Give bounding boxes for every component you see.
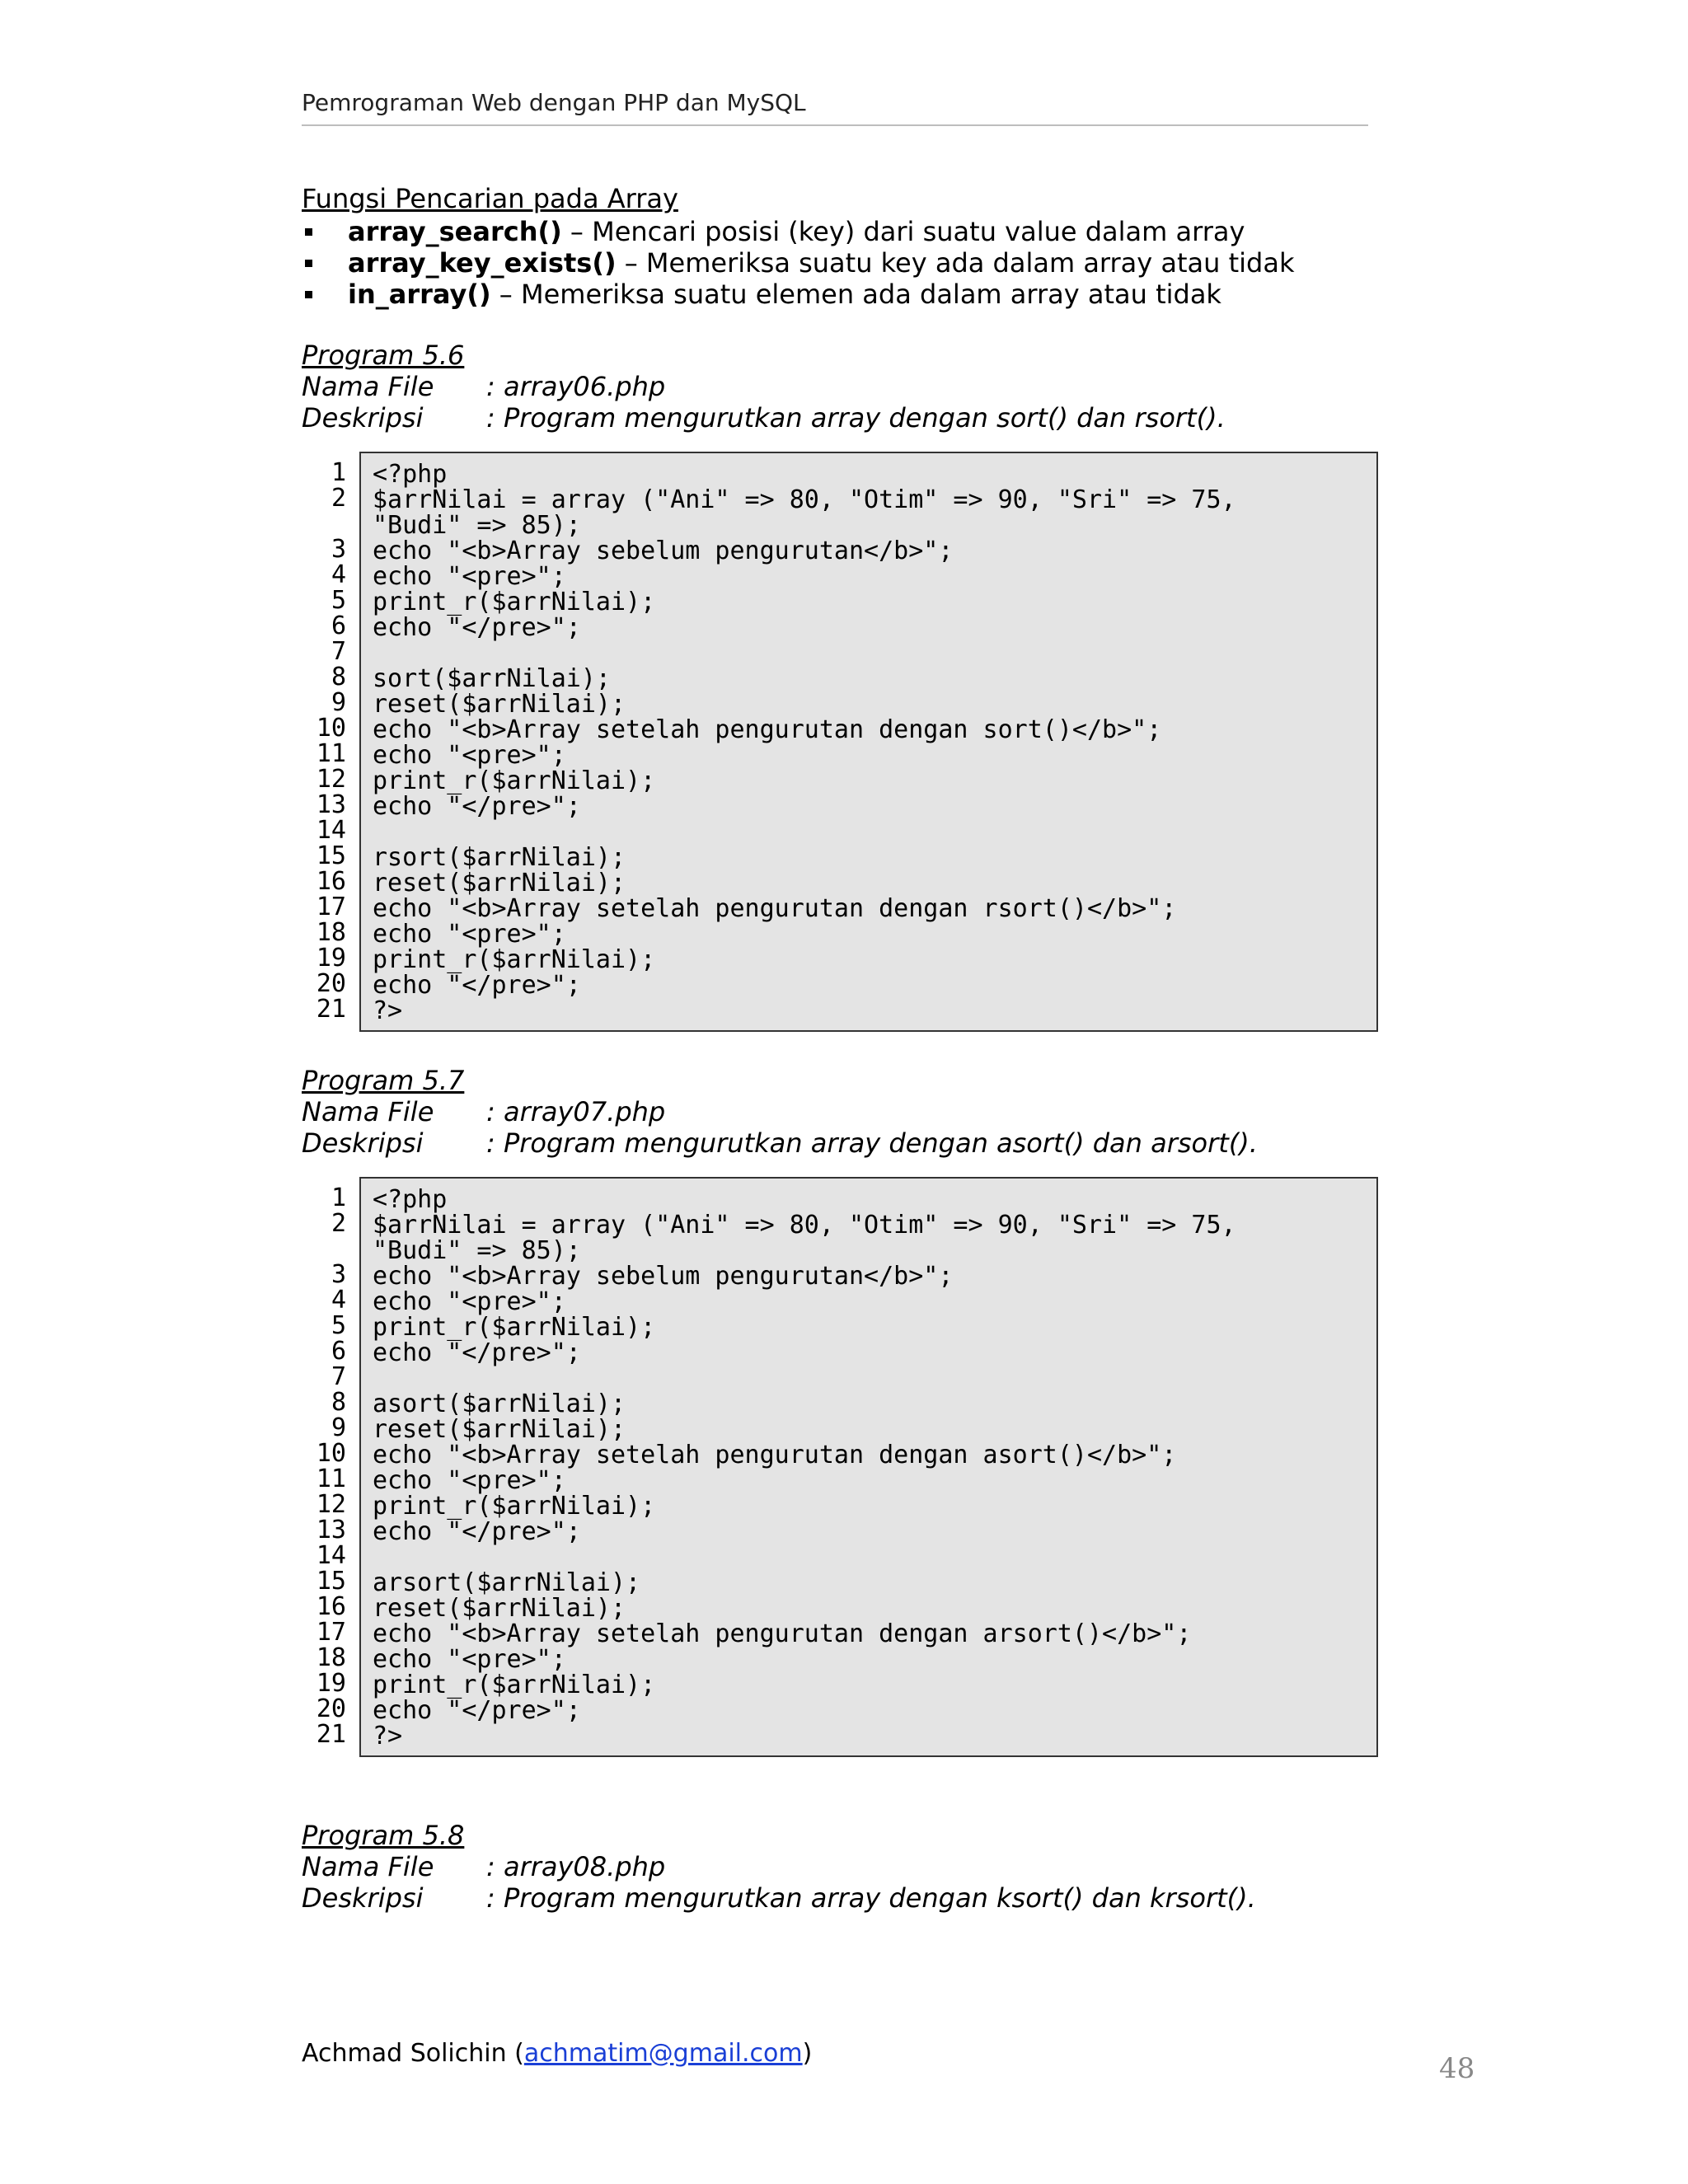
line-number: 11 bbox=[316, 739, 346, 768]
code-line: echo "</pre>"; bbox=[373, 1338, 581, 1367]
line-number: 2 bbox=[331, 1209, 346, 1238]
line-number: 17 bbox=[316, 1618, 346, 1647]
code-listing bbox=[359, 452, 1378, 1032]
line-number: 12 bbox=[316, 1490, 346, 1519]
code-line: echo "</pre>"; bbox=[373, 613, 581, 642]
line-number: 12 bbox=[316, 765, 346, 794]
line-numbers bbox=[302, 1185, 346, 1747]
desc-label: Deskripsi bbox=[302, 1127, 424, 1159]
line-number: 13 bbox=[316, 790, 346, 819]
line-number: 14 bbox=[316, 1541, 346, 1570]
code-line: ?> bbox=[373, 1722, 403, 1750]
line-number bbox=[302, 511, 346, 537]
code-line: echo "<b>Array sebelum pengurutan</b>"; bbox=[373, 1262, 954, 1291]
code-line: echo "</pre>"; bbox=[373, 792, 581, 821]
code-line: $arrNilai = array ("Ani" => 80, "Otim" => 90, "Sri" => 75, bbox=[373, 1211, 1236, 1240]
page-number: 48 bbox=[1439, 2052, 1475, 2085]
line-number: 19 bbox=[316, 1669, 346, 1698]
bullet-icon bbox=[305, 260, 312, 267]
program-description: : Program mengurutkan array dengan sort() dan rsort(). bbox=[486, 402, 1226, 434]
line-number: 16 bbox=[316, 867, 346, 896]
code-line: echo "</pre>"; bbox=[373, 971, 581, 1000]
code-line: print_r($arrNilai); bbox=[373, 1313, 656, 1342]
code-line: echo "</pre>"; bbox=[373, 1517, 581, 1546]
file-name: : array07.php bbox=[486, 1096, 666, 1127]
code-line bbox=[373, 1366, 1376, 1391]
line-number: 3 bbox=[331, 535, 346, 564]
code-line bbox=[373, 819, 1376, 845]
code-line: "Budi" => 85); bbox=[373, 1236, 581, 1265]
author-close: ) bbox=[802, 2039, 813, 2068]
code-line: asort($arrNilai); bbox=[373, 1390, 626, 1418]
line-number: 20 bbox=[316, 969, 346, 998]
line-number: 21 bbox=[316, 995, 346, 1024]
line-number: 9 bbox=[331, 1413, 346, 1442]
line-number: 13 bbox=[316, 1516, 346, 1544]
program-meta bbox=[302, 1065, 1258, 1159]
list-item bbox=[302, 216, 1295, 247]
code-line: rsort($arrNilai); bbox=[373, 843, 626, 872]
file-name: : array06.php bbox=[486, 371, 666, 402]
line-number: 1 bbox=[331, 458, 346, 487]
line-number: 10 bbox=[316, 1439, 346, 1468]
code-line: echo "<b>Array setelah pengurutan dengan asort()</b>"; bbox=[373, 1441, 1177, 1469]
bullet-icon bbox=[305, 291, 312, 298]
code-line: <?php bbox=[373, 1185, 448, 1214]
code-line: reset($arrNilai); bbox=[373, 1594, 626, 1623]
line-number: 8 bbox=[331, 1388, 346, 1417]
line-number: 18 bbox=[316, 1643, 346, 1672]
code-line: print_r($arrNilai); bbox=[373, 588, 656, 616]
program-title: Program 5.6 bbox=[302, 340, 465, 371]
line-number: 5 bbox=[331, 586, 346, 615]
code-line: echo "<pre>"; bbox=[373, 562, 566, 591]
code-line: sort($arrNilai); bbox=[373, 664, 611, 693]
code-line bbox=[373, 1544, 1376, 1570]
code-line: echo "<pre>"; bbox=[373, 741, 566, 770]
line-number: 9 bbox=[331, 688, 346, 717]
function-desc: – Mencari posisi (key) dari suatu value dalam array bbox=[561, 216, 1245, 247]
program-description: : Program mengurutkan array dengan asort() dan arsort(). bbox=[486, 1127, 1258, 1159]
code-line: $arrNilai = array ("Ani" => 80, "Otim" => 90, "Sri" => 75, bbox=[373, 485, 1236, 514]
code-line: echo "<pre>"; bbox=[373, 1287, 566, 1316]
desc-label: Deskripsi bbox=[302, 1882, 424, 1914]
code-line: print_r($arrNilai); bbox=[373, 1671, 656, 1699]
desc-label: Deskripsi bbox=[302, 402, 424, 434]
line-number: 19 bbox=[316, 944, 346, 972]
code-line: <?php bbox=[373, 460, 448, 489]
line-number: 18 bbox=[316, 918, 346, 947]
code-line: echo "<b>Array setelah pengurutan dengan sort()</b>"; bbox=[373, 715, 1162, 744]
line-number: 10 bbox=[316, 714, 346, 743]
section-title: Fungsi Pencarian pada Array bbox=[302, 183, 678, 214]
code-line bbox=[373, 640, 1376, 666]
line-number: 7 bbox=[331, 637, 346, 666]
line-number: 20 bbox=[316, 1694, 346, 1723]
code-line: print_r($arrNilai); bbox=[373, 945, 656, 974]
email-link[interactable]: achmatim@gmail.com bbox=[523, 2039, 803, 2068]
function-desc: – Memeriksa suatu key ada dalam array atau tidak bbox=[616, 247, 1295, 279]
line-number: 15 bbox=[316, 1567, 346, 1596]
code-line: reset($arrNilai); bbox=[373, 690, 626, 719]
running-header: Pemrograman Web dengan PHP dan MySQL bbox=[302, 89, 1368, 126]
code-line: ?> bbox=[373, 996, 403, 1025]
line-number: 21 bbox=[316, 1720, 346, 1749]
code-line: echo "<b>Array setelah pengurutan dengan arsort()</b>"; bbox=[373, 1619, 1192, 1648]
code-line: echo "</pre>"; bbox=[373, 1696, 581, 1725]
line-number: 6 bbox=[331, 612, 346, 640]
line-number: 6 bbox=[331, 1337, 346, 1366]
line-number: 8 bbox=[331, 663, 346, 691]
function-desc: – Memeriksa suatu elemen ada dalam array atau tidak bbox=[490, 279, 1221, 310]
line-number: 15 bbox=[316, 841, 346, 870]
list-item bbox=[302, 279, 1295, 310]
code-listing bbox=[359, 1177, 1378, 1757]
line-number: 2 bbox=[331, 484, 346, 513]
line-number: 4 bbox=[331, 560, 346, 589]
file-label: Nama File bbox=[302, 1851, 434, 1882]
file-name: : array08.php bbox=[486, 1851, 666, 1882]
line-number: 3 bbox=[331, 1260, 346, 1289]
code-line: reset($arrNilai); bbox=[373, 869, 626, 898]
program-description: : Program mengurutkan array dengan ksort() dan krsort(). bbox=[486, 1882, 1256, 1914]
line-number: 5 bbox=[331, 1311, 346, 1340]
code-line: echo "<pre>"; bbox=[373, 1466, 566, 1495]
code-line: echo "<b>Array sebelum pengurutan</b>"; bbox=[373, 537, 954, 565]
line-numbers bbox=[302, 460, 346, 1022]
line-number: 11 bbox=[316, 1465, 346, 1493]
code-line: arsort($arrNilai); bbox=[373, 1568, 641, 1597]
function-name: in_array() bbox=[348, 279, 491, 310]
footer-author bbox=[302, 2039, 812, 2068]
line-number: 14 bbox=[316, 816, 346, 845]
code-line: echo "<pre>"; bbox=[373, 1645, 566, 1674]
code-line: echo "<pre>"; bbox=[373, 920, 566, 949]
line-number: 16 bbox=[316, 1592, 346, 1621]
program-meta bbox=[302, 1820, 1256, 1914]
code-line: reset($arrNilai); bbox=[373, 1415, 626, 1444]
program-meta bbox=[302, 340, 1226, 434]
code-line: echo "<b>Array setelah pengurutan dengan rsort()</b>"; bbox=[373, 894, 1177, 923]
function-name: array_key_exists() bbox=[348, 247, 617, 279]
line-number: 1 bbox=[331, 1183, 346, 1212]
code-line: "Budi" => 85); bbox=[373, 511, 581, 540]
author-name: Achmad Solichin ( bbox=[302, 2039, 524, 2068]
code-line: print_r($arrNilai); bbox=[373, 1492, 656, 1521]
line-number: 7 bbox=[331, 1362, 346, 1391]
line-number: 17 bbox=[316, 893, 346, 921]
function-list bbox=[302, 216, 1295, 310]
bullet-icon bbox=[305, 228, 312, 236]
file-label: Nama File bbox=[302, 1096, 434, 1127]
file-label: Nama File bbox=[302, 371, 434, 402]
program-title: Program 5.8 bbox=[302, 1820, 465, 1851]
line-number bbox=[302, 1236, 346, 1262]
line-number: 4 bbox=[331, 1286, 346, 1315]
list-item bbox=[302, 247, 1295, 279]
code-line: print_r($arrNilai); bbox=[373, 766, 656, 795]
program-title: Program 5.7 bbox=[302, 1065, 465, 1096]
function-name: array_search() bbox=[348, 216, 562, 247]
